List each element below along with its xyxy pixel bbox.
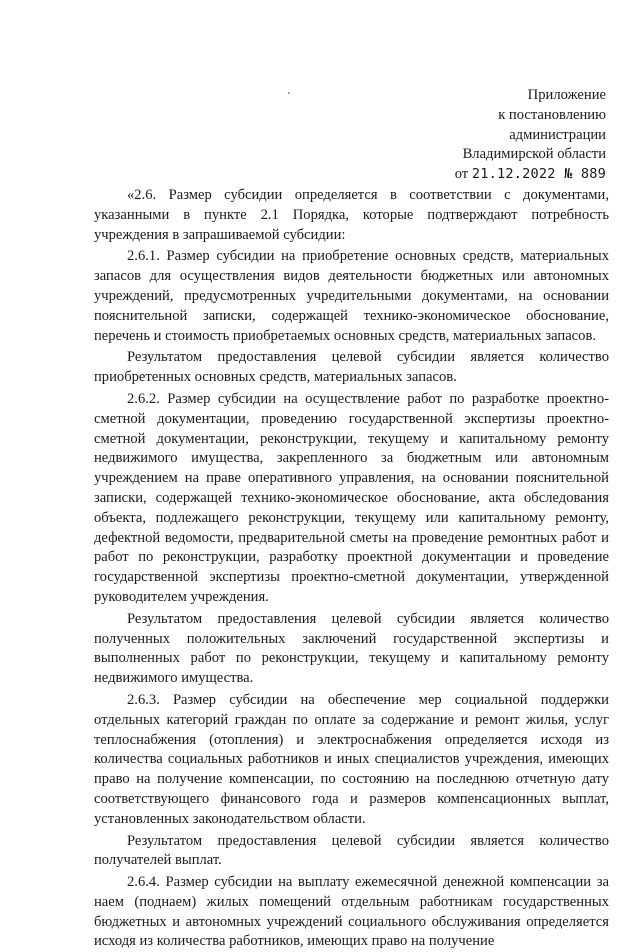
header-date-number: 21.12.2022 № 889: [471, 166, 606, 183]
appendix-header: [455, 86, 606, 185]
document-body: [94, 186, 609, 952]
header-region: Владимирской области: [462, 146, 606, 163]
paragraph-2-6-3: 2.6.3. Размер субсидии на обеспечение мер социальной поддержки отдельных категорий граждан по оплате за содержание и ремонт жилья, услуг теплоснабжения (отопления) и электроснабжения определяется исходя из количества социальных работников и иных специалистов учреждения, имеющих право на получение компенсации, по состоянию на последнюю отчетную дату соответствующего финансового года и размеров компенсационных выплат, установленных законодательством области.: [94, 691, 609, 827]
paragraph-2-6-1: 2.6.1. Размер субсидии на приобретение основных средств, материальных запасов для осуществления видов деятельности бюджетных или автономных учреждений, предусмотренных учредительными документами, на основании пояснительной записки, содержащей технико-экономическое обоснование, перечень и стоимость приобретаемых основных средств, материальных запасов.: [94, 248, 609, 344]
paragraph-2-6-4: 2.6.4. Размер субсидии на выплату ежемесячной денежной компенсации за наем (поднаем) жилых помещений отдельным работникам государственных бюджетных и автономных учреждений социального обслуживания определяется исходя из количества работников, имеющих право на получение: [94, 874, 609, 950]
header-date-line: [455, 165, 606, 185]
paragraph-result-2: Результатом предоставления целевой субсидии является количество полученных положительных заключений государственной экспертизы и выполненных работ по реконструкции, текущему и капитальному ремонту недвижимого имущества.: [94, 610, 609, 687]
paragraph-2-6-2: 2.6.2. Размер субсидии на осуществление работ по разработке проектно-сметной документации, проведению государственной экспертизы проектно-сметной документации, реконструкции, текущему и капитальному ремонту недвижимого имущества, закрепленного за бюджетным или автономным учреждением на праве оперативного управления, на основании пояснительной записки, содержащей технико-экономическое обоснование, акта обследования объекта, подлежащего реконструкции, текущему или капитальному ремонту, дефектной ведомости, предварительной сметы на проведение ремонтных работ и работ по реконструкции, разработку проектной документации и проведение государственной экспертизы проектно-сметной документации, утвержденной руководителем учреждения.: [94, 390, 609, 605]
scan-speck: [288, 92, 290, 94]
paragraph-result-3: Результатом предоставления целевой субсидии является количество получателей выплат.: [94, 832, 609, 869]
paragraph-2-6: «2.6. Размер субсидии определяется в соответствии с документами, указанными в пункте 2.1 Порядка, которые подтверждают потребность учреждения в запрашиваемой субсидии:: [94, 187, 609, 243]
header-administration: администрации: [509, 126, 606, 143]
header-date-prefix: от: [454, 166, 469, 183]
header-appendix: Приложение: [527, 87, 606, 103]
paragraph-result-1: Результатом предоставления целевой субсидии является количество приобретенных основных средств, материальных запасов.: [94, 349, 609, 386]
header-to-resolution: к постановлению: [498, 106, 606, 123]
